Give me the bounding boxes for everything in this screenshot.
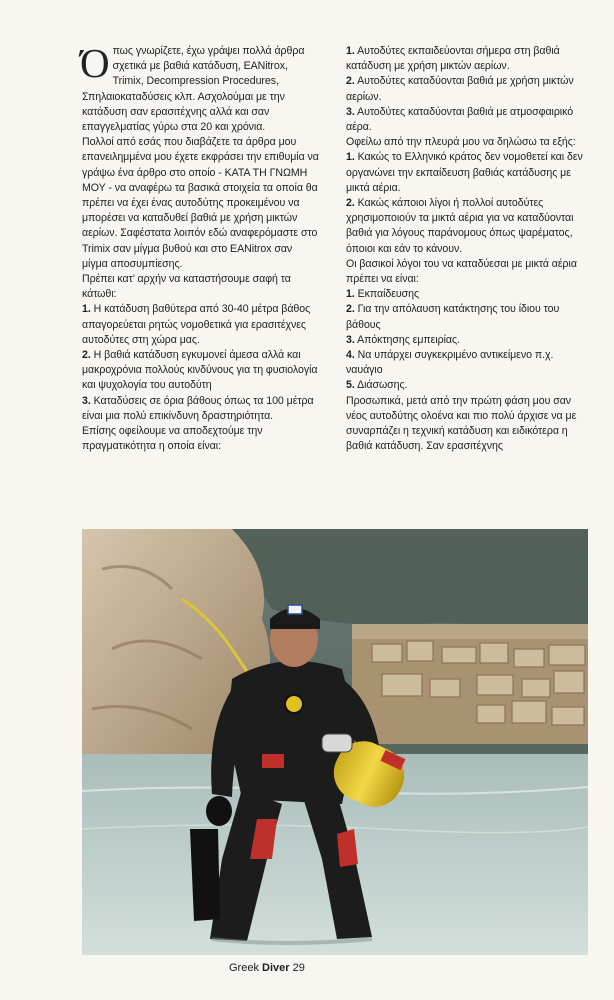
paragraph — [346, 394, 588, 455]
paragraph — [80, 40, 320, 135]
list-number: 4. — [346, 349, 355, 362]
list-number: 3. — [346, 105, 355, 118]
paragraph — [346, 257, 588, 287]
paragraph-text: Αυτοδύτες καταδύονται βαθιά με ατμοσφαιρικό αέρα. — [346, 105, 574, 134]
stone-wall — [352, 624, 588, 744]
right-paragraphs — [346, 44, 588, 454]
paragraph — [346, 196, 588, 257]
list-number: 3. — [346, 333, 355, 346]
list-number: 3. — [82, 394, 91, 407]
paragraph — [82, 135, 320, 272]
article-column-right — [346, 44, 588, 454]
paragraph-text: Η βαθιά κατάδυση εγκυμονεί άμεσα αλλά και μακροχρόνια πολλούς κινδύνους για τη φυσιολογία και ψυχολογία του αυτοδύτη — [82, 349, 318, 392]
paragraph-text: Κακώς το Ελληνικό κράτος δεν νομοθετεί και δεν οργανώνει την εκπαίδευση βαθιάς κατάδυσης με μικτά αέρια. — [346, 151, 583, 194]
paragraph — [346, 44, 588, 74]
paragraph — [82, 272, 320, 302]
paragraph — [346, 378, 588, 393]
paragraph-text: Οφείλω από την πλευρά μου να δηλώσω τα εξής: — [346, 136, 576, 149]
paragraph — [346, 333, 588, 348]
paragraph-text: Διάσωσης. — [357, 379, 408, 392]
article-column-left — [80, 40, 320, 454]
paragraph — [82, 424, 320, 454]
paragraph-text: Η κατάδυση βαθύτερα από 30-40 μέτρα βάθος απαγορεύεται ρητώς νομοθετικά για ερασιτέχνες αυτοδύτες στη χώρα μας. — [82, 303, 311, 346]
page-number: 29 — [292, 962, 305, 974]
paragraph — [346, 302, 588, 332]
paragraph-text: Πολλοί από εσάς που διαβάζετε τα άρθρα μου επανειλημμένα μου έχετε εκφράσει την επιθυμία να γράψω ένα άρθρο στο οποίο - ΚΑΤΑ ΤΗ ΓΝΩΜΗ ΜΟΥ - να αναφέρω τα βασικά στοιχεία τα οποία θα πρέπει να έχει ένας αυτοδύτης προκειμένου να μπορέσει να καταδυθεί βαθιά με χρήση μικτών αερίων. Σαφέστατα λοιπόν εδώ αναφερόμαστε στο Trimix σαν μίγμα βυθού και στο ΕΑΝitrox σαν μίγμα αποσυμπίεσης. — [82, 136, 319, 270]
diver-photo-illustration — [82, 529, 588, 955]
list-number: 1. — [346, 45, 355, 57]
drop-cap: Ό — [80, 40, 110, 86]
list-number: 2. — [346, 303, 355, 316]
paragraph-text: Πρέπει κατ’ αρχήν να καταστήσουμε σαφή τα κάτωθι: — [82, 273, 291, 301]
paragraph-text: Καταδύσεις σε όρια βάθους όπως τα 100 μέτρα είναι μια πολύ επικίνδυνη δραστηριότητα. — [82, 394, 314, 422]
paragraph — [346, 150, 588, 196]
list-number: 1. — [346, 288, 355, 301]
paragraph-text: Προσωπικά, μετά από την πρώτη φάση μου σαν νέος αυτοδύτης ολοένα και πιο πολύ άρχισε να με συναρπάζει η τεχνική κατάδυση και ειδικότερα η βαθιά κατάδυση. Σαν ερασιτέχνης — [346, 394, 577, 453]
left-paragraphs — [80, 40, 320, 454]
list-number: 1. — [346, 151, 355, 164]
paragraph — [346, 74, 588, 104]
paragraph — [346, 135, 588, 150]
list-number: 2. — [346, 197, 355, 210]
paragraph-text: Επίσης οφείλουμε να αποδεχτούμε την πραγματικότητα η οποία είναι: — [82, 425, 263, 453]
paragraph-text: Να υπάρχει συγκεκριμένο αντικείμενο π.χ. ναυάγιο — [346, 349, 554, 377]
paragraph-text: Απόκτησης εμπειρίας. — [357, 333, 460, 346]
paragraph-text: Κακώς κάποιοι λίγοι ή πολλοί αυτοδύτες χρησιμοποιούν τα μικτά αέρια για να καταδύονται βαθιά για λόγους παράνομους όπως ψαρέματος, όποιοι και εάν το κάνουν. — [346, 197, 574, 255]
magazine-brand: Diver — [262, 962, 290, 974]
paragraph — [82, 394, 320, 424]
paragraph — [346, 287, 588, 302]
diver-photo — [82, 529, 588, 955]
paragraph-text: Για την απόλαυση κατάκτησης του ίδιου του βάθους — [346, 303, 560, 331]
paragraph-text: Οι βασικοί λόγοι του να καταδύεσαι με μικτά αέρια πρέπει να είναι: — [346, 257, 577, 286]
list-number: 1. — [82, 303, 91, 316]
paragraph-text: πως γνωρίζετε, έχω γράψει πολλά άρθρα σχετικά με βαθιά κατάδυση, ΕΑΝitrox, Trimix, Decompression Procedures, Σπηλαιοκαταδύσεις κλπ. Ασχολούμαι με την κατάδυση σαν ερασιτέχνης αλλά και σαν επαγγελματίας γύρω στα 20 και χρόνια. — [82, 45, 305, 134]
paragraph-text: Αυτοδύτες εκπαιδεύονται σήμερα στη βαθιά κατάδυση με χρήση μικτών αερίων. — [346, 45, 560, 73]
list-number: 5. — [346, 379, 355, 392]
list-number: 2. — [346, 75, 355, 88]
paragraph — [346, 105, 588, 135]
magazine-prefix: Greek — [229, 962, 259, 974]
page-footer — [229, 962, 305, 974]
paragraph-text: Εκπαίδευσης — [357, 288, 420, 301]
list-number: 2. — [82, 349, 91, 362]
paragraph — [346, 348, 588, 378]
paragraph — [82, 302, 320, 348]
paragraph — [82, 348, 320, 394]
paragraph-text: Αυτοδύτες καταδύονται βαθιά με χρήση μικτών αερίων. — [346, 75, 574, 103]
